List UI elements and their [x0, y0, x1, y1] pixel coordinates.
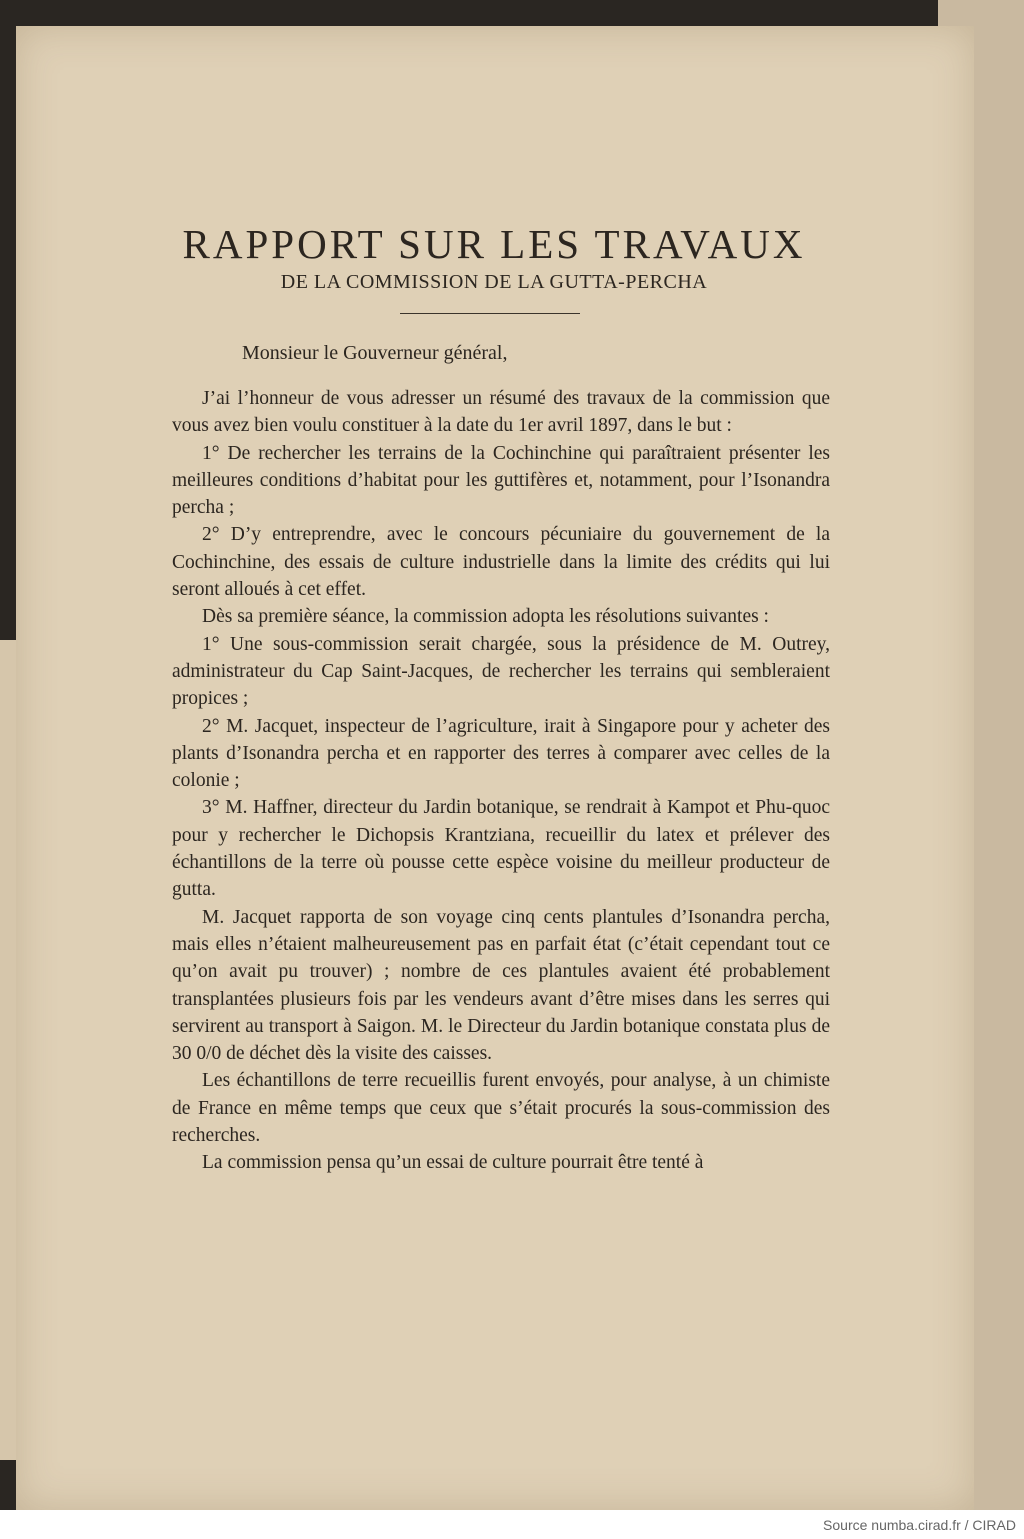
- paragraph: 2° D’y entreprendre, avec le concours pécuniaire du gouvernement de la Cochinchine, des essais de culture industrielle dans la limite des crédits qui lui seront alloués à cet effet.: [172, 524, 830, 601]
- paragraph: 2° M. Jacquet, inspecteur de l’agriculture, irait à Singapore pour y acheter des plants d’Isonandra percha et en rapporter des terres à comparer avec celles de la colonie ;: [172, 715, 830, 792]
- paragraph: Les échantillons de terre recueillis furent envoyés, pour analyse, à un chimiste de France en même temps que ceux que s’était procurés la sous-commission des recherches.: [172, 1070, 830, 1147]
- document-title: RAPPORT SUR LES TRAVAUX: [182, 221, 806, 267]
- document-subtitle: DE LA COMMISSION DE LA GUTTA-PERCHA: [280, 271, 708, 293]
- paragraph: J’ai l’honneur de vous adresser un résumé des travaux de la commission que vous avez bien voulu constituer à la date du 1er avril 1897, dans le but :: [172, 388, 830, 437]
- paragraph: Dès sa première séance, la commission adopta les résolutions suivantes :: [202, 606, 769, 628]
- title-divider: [400, 313, 580, 314]
- salutation: Monsieur le Gouverneur général,: [242, 342, 508, 364]
- paragraph: La commission pensa qu’un essai de culture pourrait être tenté à: [202, 1152, 704, 1174]
- paragraph: 1° De rechercher les terrains de la Cochinchine qui paraîtraient présenter les meilleures conditions d’habitat pour les guttifères et, notamment, pour l’Isonandra percha ;: [172, 442, 830, 519]
- paragraph: 1° Une sous-commission serait chargée, sous la présidence de M. Outrey, administrateur du Cap Saint-Jacques, de rechercher les terrains qui sembleraient propices ;: [172, 633, 830, 710]
- paragraph: 3° M. Haffner, directeur du Jardin botanique, se rendrait à Kampot et Phu-quoc pour y rechercher le Dichopsis Krantziana, recueillir du latex et prélever des échantillons de la terre où pousse cette espèce voisine du meilleur producteur de gutta.: [172, 797, 830, 901]
- body-text: [172, 385, 830, 1177]
- source-caption: Source numba.cirad.fr / CIRAD: [823, 1517, 1016, 1533]
- paragraph: M. Jacquet rapporta de son voyage cinq cents plantules d’Isonandra percha, mais elles n’étaient malheureusement pas en parfait état (c’était cependant tout ce qu’on avait pu trouver) ; nombre de ces plantules avaient été probablement transplantées plusieurs fois par les vendeurs avant d’être mises dans les serres qui servirent au transport à Saigon. M. le Directeur du Jardin botanique constata plus de 30 0/0 de déchet dès la visite des caisses.: [172, 906, 830, 1065]
